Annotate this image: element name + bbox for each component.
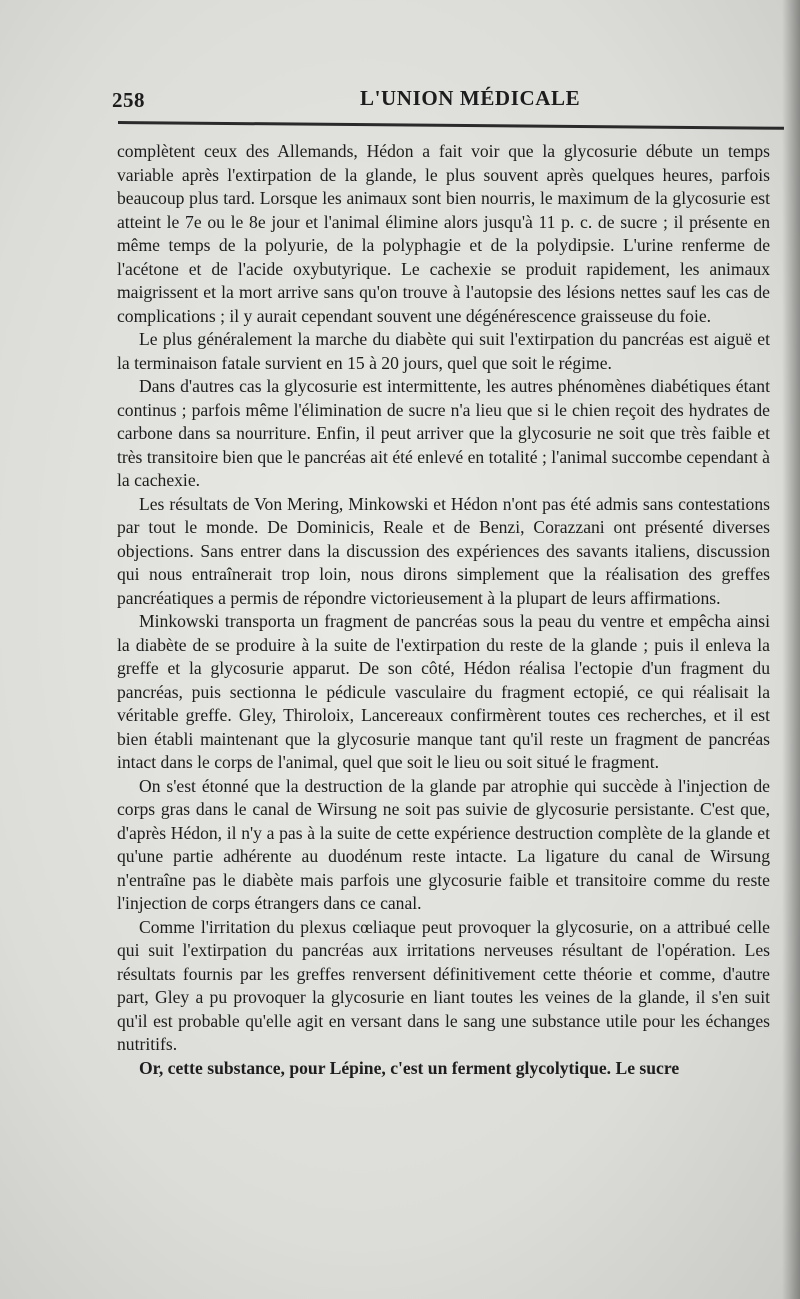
journal-title: L'UNION MÉDICALE	[360, 86, 581, 110]
paragraph: Dans d'autres cas la glycosurie est intermittente, les autres phénomènes diabétiques étant continus ; parfois même l'élimination de sucre n'a lieu que si le chien reçoit des hydrates de carbone dans sa nourriture. Enfin, il peut arriver que la glycosurie ne soit que très faible et très transitoire bien que le pancréas ait été enlevé en totalité ; l'animal succombe cependant à la cachexie.	[117, 376, 770, 490]
paragraph: complètent ceux des Allemands, Hédon a fait voir que la glycosurie débute un temps variable après l'extirpation de la glande, le plus souvent après quelques heures, parfois beaucoup plus tard. Lorsque les animaux sont bien nourris, le maximum de la glycosurie est atteint le 7e ou le 8e jour et l'animal élimine alors jusqu'à 11 p. c. de sucre ; il présente en même temps de la polyurie, de la polyphagie et de la polydipsie. L'urine renferme de l'acétone et de l'acide oxybutyrique. Le cachexie se produit rapidement, les animaux maigrissent et la mort arrive sans qu'on trouve à l'autopsie des lésions nettes sauf les cas de complications ; il y aurait cependant souvent une dégénérescence graisseuse du foie.	[117, 141, 770, 326]
paragraph: Or, cette substance, pour Lépine, c'est un ferment glycolytique. Le sucre	[139, 1057, 680, 1078]
running-header	[112, 84, 772, 118]
header-rule	[118, 121, 784, 130]
page-number: 258	[112, 88, 145, 112]
paragraph: Les résultats de Von Mering, Minkowski et Hédon n'ont pas été admis sans contestations par tout le monde. De Dominicis, Reale et de Benzi, Corazzani ont présenté diverses objections. Sans entrer dans la discussion des expériences des savants italiens, discussion qui nous entraînerait trop loin, nous dirons simplement que la réalisation des greffes pancréatiques a permis de répondre victorieusement à la plupart de leurs affirmations.	[117, 493, 770, 608]
body-text	[117, 140, 770, 1080]
page-edge-shadow	[782, 0, 800, 1299]
paragraph: On s'est étonné que la destruction de la glande par atrophie qui succède à l'injection de corps gras dans le canal de Wirsung ne soit pas suivie de glycosurie persistante. C'est que, d'après Hédon, il n'y a pas à la suite de cette expérience destruction complète de la glande et qu'une partie adhérente au duodénum reste intacte. La ligature du canal de Wirsung n'entraîne pas le diabète mais parfois une glycosurie faible et transitoire comme du reste l'injection de corps étrangers dans ce canal.	[117, 775, 770, 913]
paragraph: Minkowski transporta un fragment de pancréas sous la peau du ventre et empêcha ainsi la diabète de se produire à la suite de l'extirpation du reste de la glande ; puis il enleva la greffe et la glycosurie apparut. De son côté, Hédon réalisa l'ectopie d'un fragment du pancréas, puis sectionna le pédicule vasculaire du fragment ectopié, ce qui réalisait la véritable greffe. Gley, Thiroloix, Lancereaux confirmèrent toutes ces recherches, et il est bien établi maintenant que la glycosurie manque tant qu'il reste un fragment de pancréas intact dans le corps de l'animal, quel que soit le lieu ou soit situé le fragment.	[117, 611, 770, 772]
paragraph: Comme l'irritation du plexus cœliaque peut provoquer la glycosurie, on a attribué celle qui suit l'extirpation du pancréas aux irritations nerveuses résultant de l'opération. Les résultats fournis par les greffes renversent définitivement cette théorie et comme, d'autre part, Gley a pu provoquer la glycosurie en liant toutes les veines de la glande, il s'en suit qu'il est probable qu'elle agit en versant dans le sang une substance utile pour les échanges nutritifs.	[117, 916, 770, 1054]
paragraph: Le plus généralement la marche du diabète qui suit l'extirpation du pancréas est aiguë et la terminaison fatale survient en 15 à 20 jours, quel que soit le régime.	[117, 329, 770, 373]
